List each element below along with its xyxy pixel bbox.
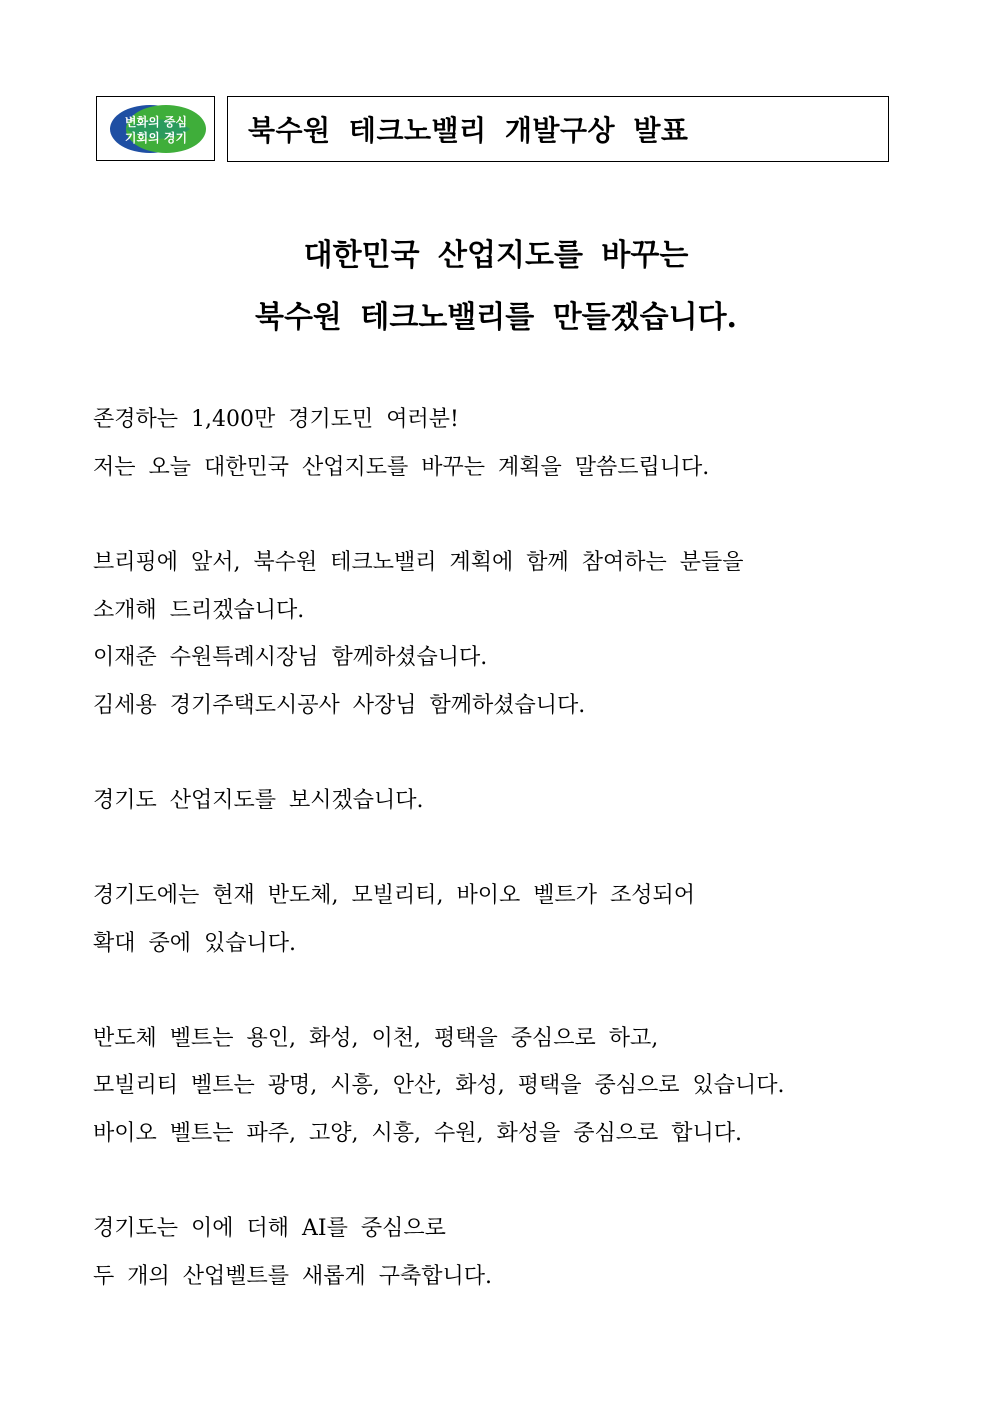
body-line: 바이오 벨트는 파주, 고양, 시흥, 수원, 화성을 중심으로 합니다. (93, 1121, 742, 1146)
body-line: 브리핑에 앞서, 북수원 테크노밸리 계획에 함께 참여하는 분들을 (93, 550, 744, 575)
body-line: 이재준 수원특례시장님 함께하셨습니다. (93, 645, 488, 670)
body-line: 저는 오늘 대한민국 산업지도를 바꾸는 계획을 말씀드립니다. (93, 455, 710, 480)
body-line: 경기도 산업지도를 보시겠습니다. (93, 788, 424, 813)
body-line: 소개해 드리겠습니다. (93, 598, 305, 623)
body-line: 반도체 벨트는 용인, 화성, 이천, 평택을 중심으로 하고, (93, 1026, 659, 1051)
body-line: 존경하는 1,400만 경기도민 여러분! (93, 407, 459, 432)
body-line: 확대 중에 있습니다. (93, 931, 296, 956)
body-line: 경기도에는 현재 반도체, 모빌리티, 바이오 벨트가 조성되어 (93, 883, 695, 908)
body-line: 모빌리티 벨트는 광명, 시흥, 안산, 화성, 평택을 중심으로 있습니다. (93, 1073, 785, 1098)
logo-box (96, 96, 215, 161)
logo-text-line2: 기회의 경기 (124, 130, 187, 145)
document-title: 북수원 테크노밸리 개발구상 발표 (248, 114, 689, 147)
title-box (227, 96, 889, 162)
gyeonggi-logo-icon (102, 101, 210, 157)
body-line: 김세용 경기주택도시공사 사장님 함께하셨습니다. (93, 693, 586, 718)
headline-line-2: 북수원 테크노밸리를 만들겠습니다. (254, 300, 738, 335)
body-line: 경기도는 이에 더해 AI를 중심으로 (93, 1216, 446, 1241)
logo-text-line1: 변화의 중심 (124, 114, 187, 129)
headline-line-1: 대한민국 산업지도를 바꾸는 (303, 238, 689, 273)
body-line: 두 개의 산업벨트를 새롭게 구축합니다. (93, 1264, 492, 1289)
